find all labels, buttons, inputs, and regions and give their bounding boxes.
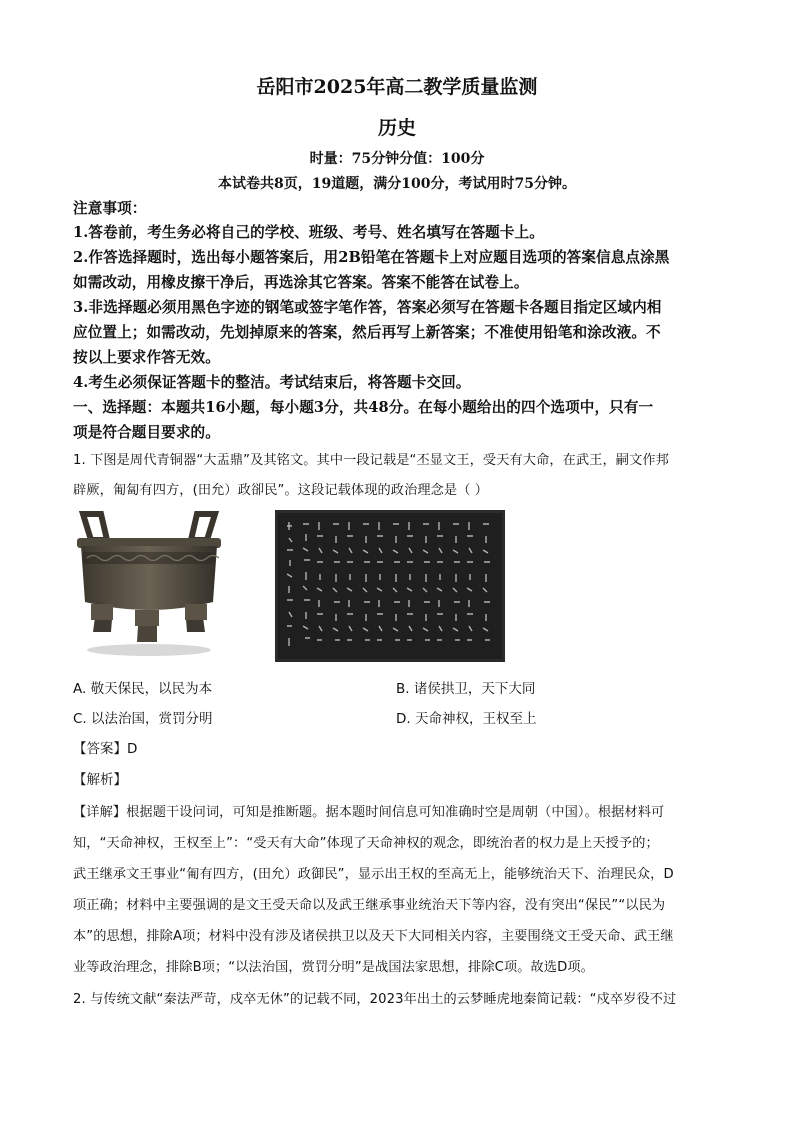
option-d: D. 天命神权，王权至上 [396,711,537,727]
subject-title: 历史 [377,117,416,139]
detail-line: 武王继承文王事业“匍有四方，(田允）政御民”，显示出王权的至高无上，能够统治天下、治理民众，D [73,867,674,882]
detail-line: 知，“天命神权，王权至上”：“受天有大命”体现了天命神权的观念，即统治者的权力是上天授予的； [73,836,659,851]
time-score-line: 时量：75分钟分值：100分 [309,151,485,167]
option-c: C. 以法治国，赏罚分明 [73,711,213,727]
option-b: B. 诸侯拱卫，天下大同 [396,681,536,697]
notes-item: 2.作答选择题时，选出每小题答案后，用2B铅笔在答题卡上对应题目选项的答案信息点涂黑 [73,249,670,266]
paper-info-line: 本试卷共8页，19道题，满分100分，考试用时75分钟。 [218,176,576,192]
notes-item: 1.答卷前，考生务必将自己的学校、班级、考号、姓名填写在答题卡上。 [73,224,544,241]
detail-line: 业等政治理念，排除B项；“以法治国，赏罚分明”是战国法家思想，排除C项。故选D项。 [73,960,594,975]
detail-line: 项正确；材料中主要强调的是文王受天命以及武王继承事业统治天下等内容，没有突出“保民”“以民为 [73,898,666,913]
answer-label: 【答案】D [73,741,138,757]
option-a: A. 敬天保民，以民为本 [73,681,213,697]
section-heading: 一、选择题：本题共16小题，每小题3分，共48分。在每小题给出的四个选项中，只有一 [73,399,654,416]
question-1-stem: 1. 下图是周代青铜器“大盂鼎”及其铭文。其中一段记载是“丕显文王，受天有大命，在武王，嗣文作邦 [73,453,669,468]
question-2-stem: 2. 与传统文献“秦法严苛，戍卒无休”的记载不同，2023年出土的云梦睡虎地秦简记载：“戍卒岁役不过 [73,992,677,1007]
notes-item: 4.考生必须保证答题卡的整洁。考试结束后，将答题卡交回。 [73,374,471,391]
exam-title: 岳阳市2025年高二教学质量监测 [256,76,538,98]
inscription-rubbing-image [275,510,505,662]
notes-item: 按以上要求作答无效。 [73,349,220,366]
detail-line: 【详解】根据题干设问词，可知是推断题。据本题时间信息可知准确时空是周朝（中国）。根据材料可 [73,805,665,820]
notes-item: 如需改动，用橡皮擦干净后，再选涂其它答案。答案不能答在试卷上。 [73,274,529,291]
section-heading-cont: 项是符合题目要求的。 [73,424,220,441]
question-1-stem-cont: 辟厥，匍匐有四方，(田允）政卻民”。这段记载体现的政治理念是（ ） [73,483,489,498]
notes-heading: 注意事项： [73,200,147,217]
bronze-ding-image [73,510,225,660]
notes-item: 3.非选择题必须用黑色字迹的钢笔或签字笔作答，答案必须写在答题卡各题目指定区域内相 [73,299,662,316]
notes-item: 应位置上；如需改动，先划掉原来的答案，然后再写上新答案；不准使用铅笔和涂改液。不 [73,324,661,341]
detail-line: 本”的思想，排除A项；材料中没有涉及诸侯拱卫以及天下大同相关内容，主要围绕文王受天命、武王继 [73,929,674,944]
analysis-label: 【解析】 [73,772,127,788]
